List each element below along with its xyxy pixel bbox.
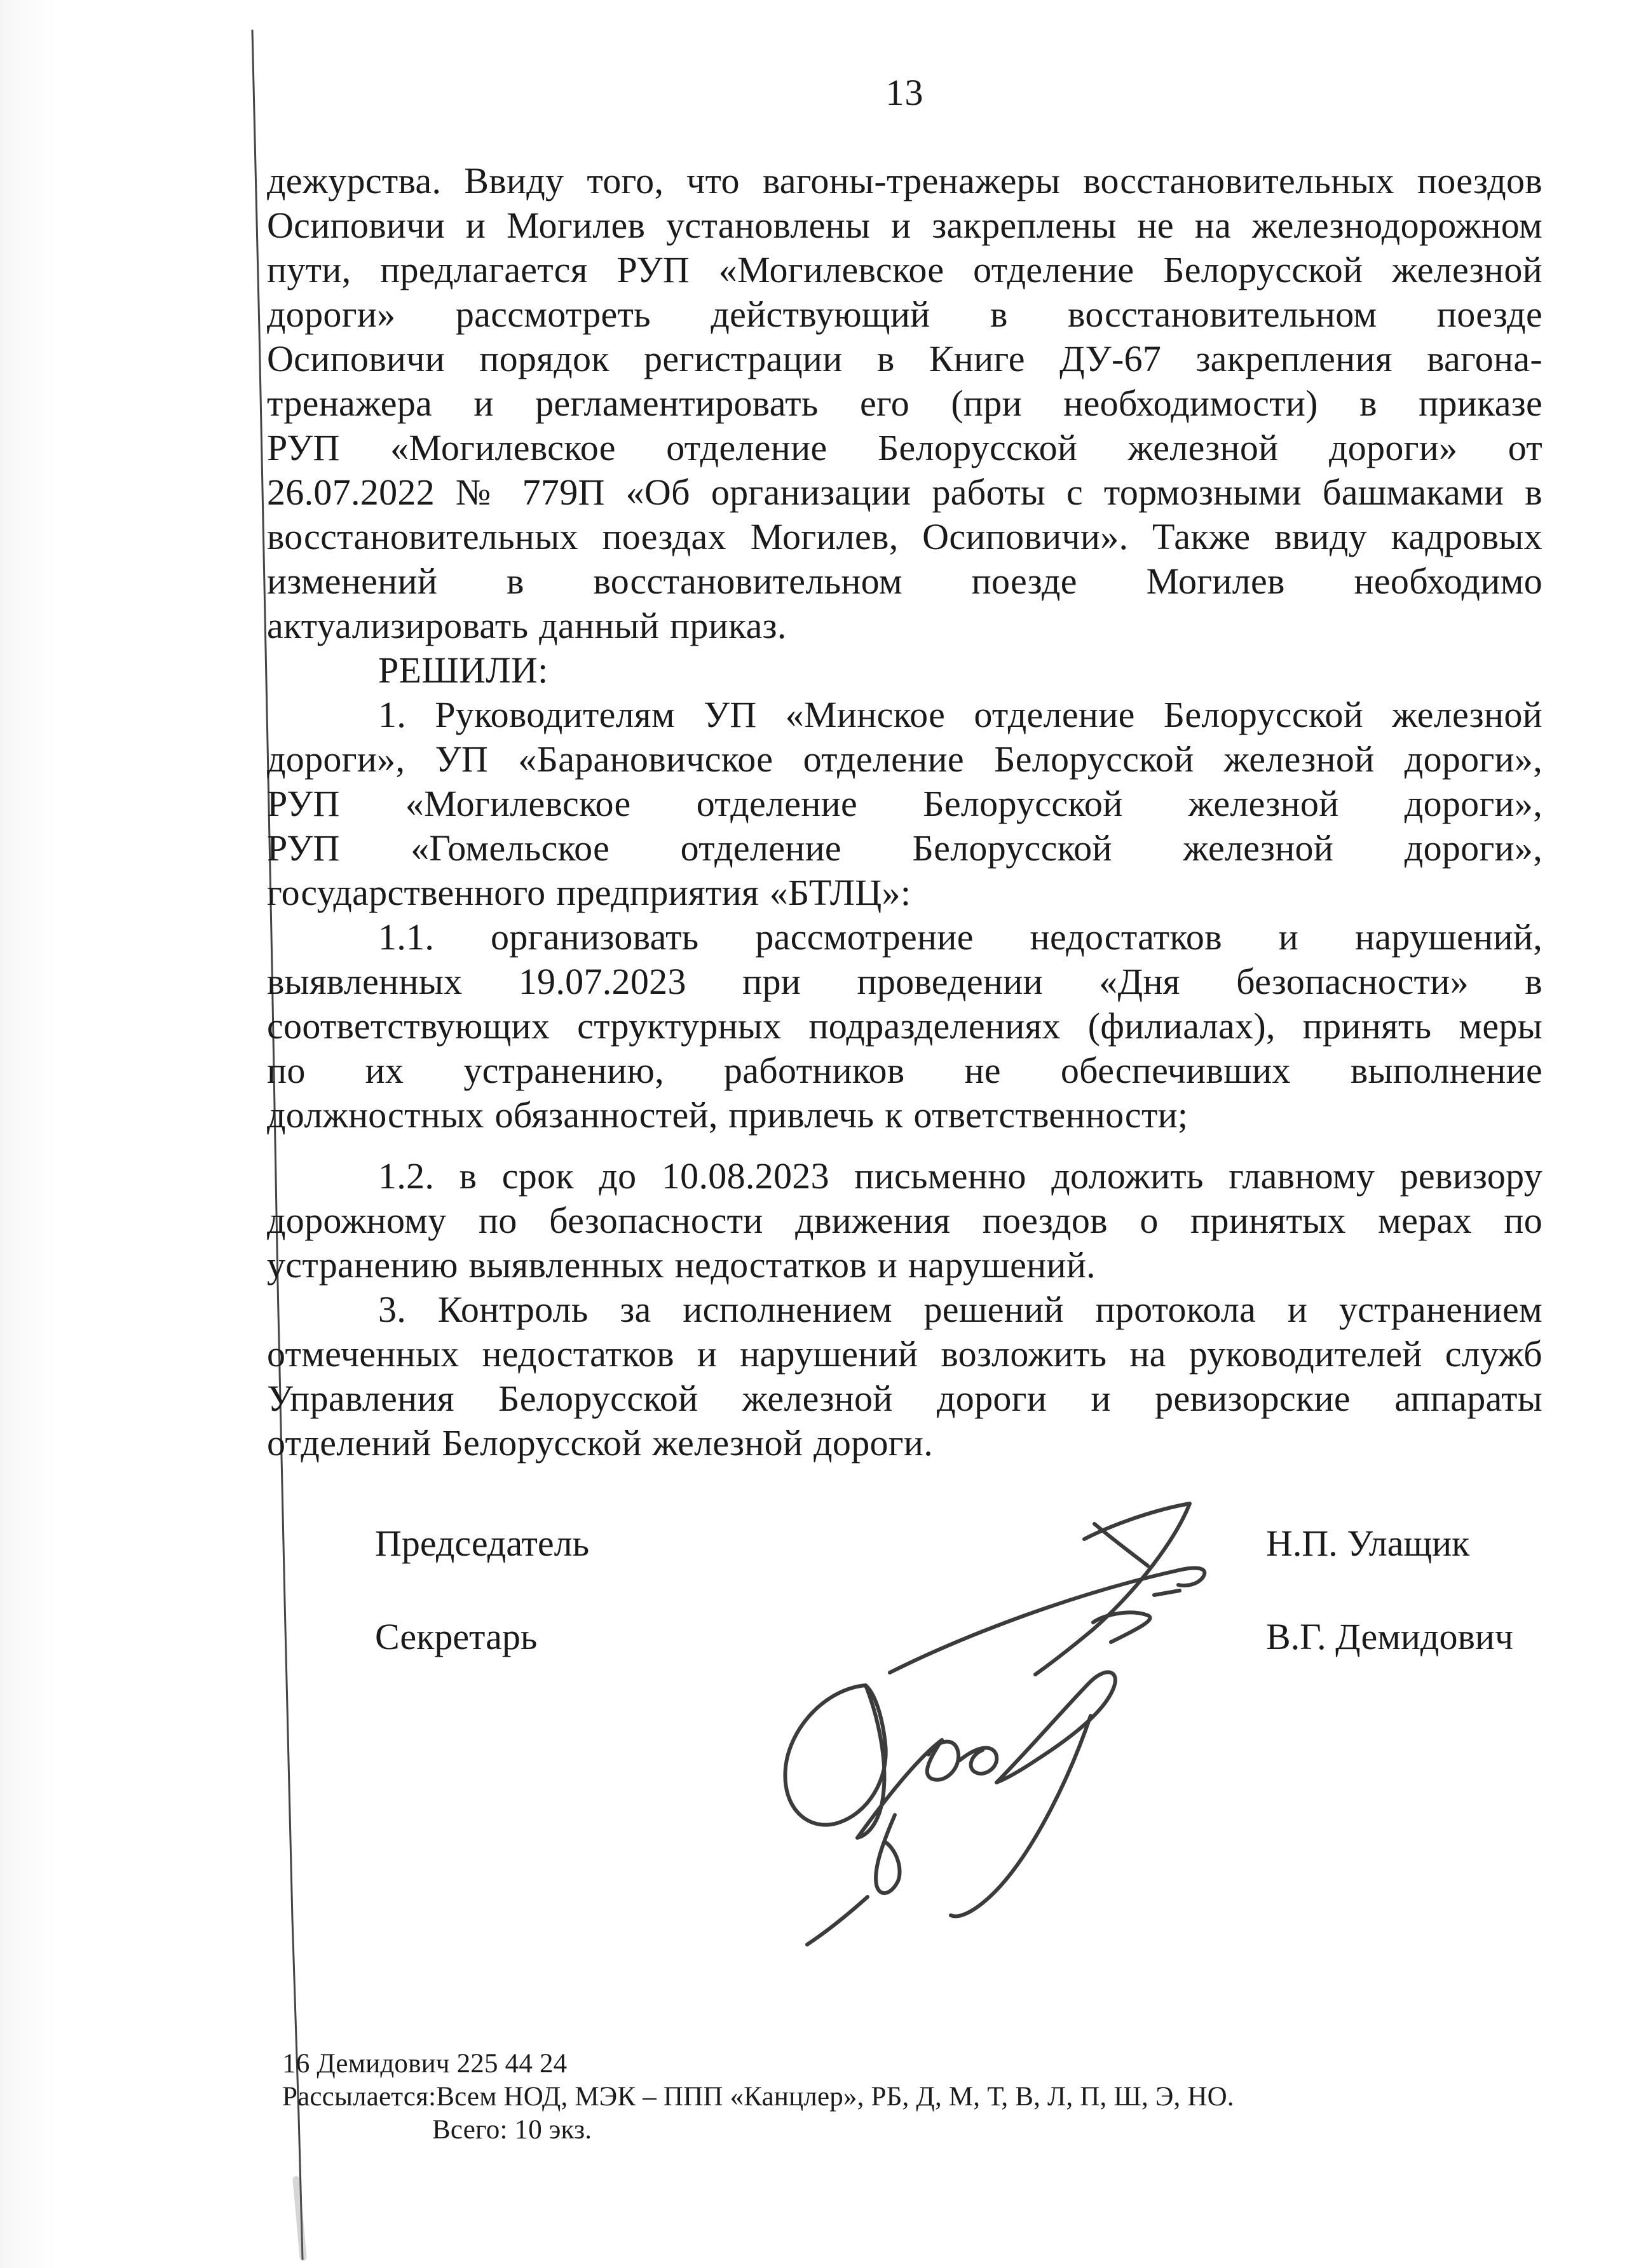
text-line: восстановительных поездах Могилев, Осиповичи». Также ввиду кадровых	[267, 516, 1542, 557]
signature-name: Н.П. Улащик	[1266, 1523, 1470, 1564]
body-paragraph	[267, 159, 1542, 648]
text-line: государственного предприятия «БТЛЦ»:	[267, 872, 911, 913]
text-line: РЕШИЛИ:	[378, 649, 548, 691]
text-line: 3. Контроль за исполнением решений протокола и устранением	[378, 1289, 1542, 1330]
distribution-list: Всем НОД, МЭК – ППП «Канцлер», РБ, Д, М, Т, В, Л, П, Ш, Э, НО.	[436, 2082, 1234, 2112]
text-line: пути, предлагается РУП «Могилевское отделение Белорусской железной	[267, 249, 1542, 290]
body-paragraph	[267, 915, 1542, 1137]
signature-role: Секретарь	[375, 1616, 538, 1657]
text-line: дороги» рассмотреть действующий в восстановительном поезде	[267, 294, 1542, 335]
page-number: 13	[885, 72, 924, 113]
text-line: 1. Руководителям УП «Минское отделение Белорусской железной	[378, 694, 1542, 735]
text-line: отмеченных недостатков и нарушений возложить на руководителей служб	[267, 1333, 1542, 1375]
text-line: должностных обязанностей, привлечь к ответственности;	[267, 1094, 1188, 1136]
text-line: устранению выявленных недостатков и нарушений.	[267, 1244, 1096, 1286]
text-line: 26.07.2022 № 779П «Об организации работы с тормозными башмаками в	[267, 472, 1542, 513]
body-paragraph	[267, 648, 1542, 693]
distribution-label: Рассылается:	[282, 2082, 437, 2112]
signature-name: В.Г. Демидович	[1266, 1616, 1514, 1657]
text-line: соответствующих структурных подразделениях (филиалах), принять меры	[267, 1005, 1542, 1047]
text-line: дежурства. Ввиду того, что вагоны-тренажеры восстановительных поездов	[267, 160, 1542, 201]
document-body	[267, 159, 1542, 1465]
text-line: по их устранению, работников не обеспечивших выполнение	[267, 1050, 1542, 1091]
text-line: дорожному по безопасности движения поездов о принятых мерах по	[267, 1200, 1542, 1241]
copies-note: Всего: 10 экз.	[432, 2115, 592, 2145]
text-line: 1.1. организовать рассмотрение недостатков и нарушений,	[378, 916, 1542, 958]
body-paragraph	[267, 693, 1542, 915]
text-line: РУП «Могилевское отделение Белорусской железной дороги» от	[267, 427, 1542, 468]
text-line: Осиповичи и Могилев установлены и закреплены не на железнодорожном	[267, 205, 1542, 246]
text-line: тренажера и регламентировать его (при необходимости) в приказе	[267, 383, 1542, 424]
text-line: РУП «Могилевское отделение Белорусской железной дороги»,	[267, 783, 1542, 824]
handwritten-signature	[731, 1462, 1246, 1976]
text-line: изменений в восстановительном поезде Могилев необходимо	[267, 560, 1542, 602]
text-line: 1.2. в срок до 10.08.2023 письменно доложить главному ревизору	[378, 1155, 1542, 1197]
text-line: отделений Белорусской железной дороги.	[267, 1422, 934, 1463]
text-line: дороги», УП «Барановичское отделение Белорусской железной дороги»,	[267, 738, 1542, 780]
text-line: выявленных 19.07.2023 при проведении «Дня безопасности» в	[267, 961, 1542, 1002]
executor-note: 16 Демидович 225 44 24	[282, 2049, 568, 2079]
text-line: Управления Белорусской железной дороги и ревизорские аппараты	[267, 1378, 1542, 1419]
signature-role: Председатель	[375, 1523, 590, 1564]
body-paragraph	[267, 1287, 1542, 1465]
distribution-row	[282, 2081, 1490, 2114]
text-line: актуализировать данный приказ.	[267, 605, 787, 646]
document-footer	[282, 2047, 1490, 2147]
body-paragraph	[267, 1154, 1542, 1287]
text-line: РУП «Гомельское отделение Белорусской железной дороги»,	[267, 827, 1542, 869]
text-line: Осиповичи порядок регистрации в Книге ДУ-67 закрепления вагона-	[267, 338, 1542, 379]
